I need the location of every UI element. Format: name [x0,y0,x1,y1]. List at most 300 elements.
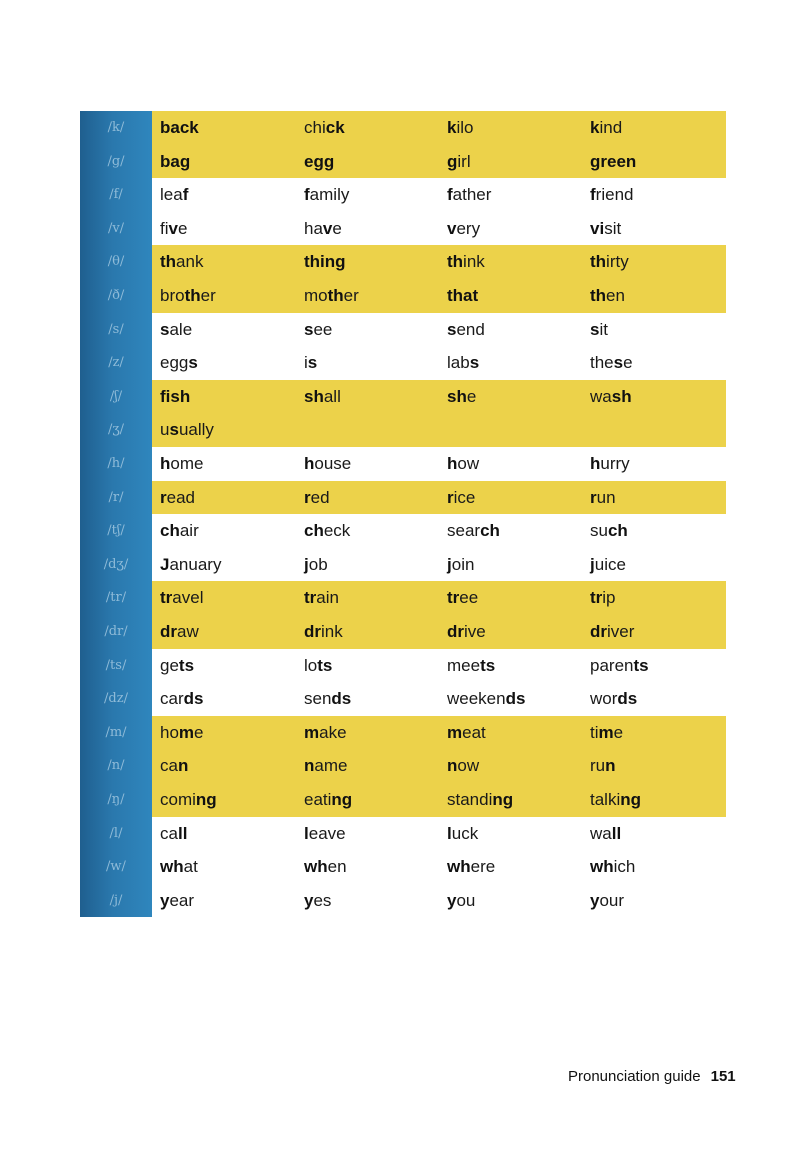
word-highlight: wh [590,857,614,877]
table-row [152,884,726,917]
word-part: ink [321,622,343,641]
example-word [304,649,332,682]
word-part: eat [462,722,486,742]
word-highlight: ch [480,521,500,541]
example-word [447,380,476,413]
word-part: riend [595,185,634,205]
word-part: ti [590,722,599,742]
word-highlight: dr [304,622,321,641]
phoneme-symbol: /f/ [109,187,123,203]
word-part: eati [304,790,332,809]
phoneme-symbol: /g/ [107,153,125,169]
word-highlight: J [160,554,170,574]
word-part: lo [304,655,318,675]
table-row [152,581,726,614]
example-word [590,145,636,178]
word-highlight: l [447,823,452,843]
word-highlight: wh [304,857,328,877]
table-row [152,245,726,278]
phoneme-symbol: /ts/ [105,657,127,673]
example-word [304,313,332,346]
word-part: at [183,857,198,877]
word-highlight: sh [447,386,467,406]
word-highlight: ts [317,655,333,675]
word-part: uck [451,823,479,843]
word-part: i [304,353,308,373]
word-highlight: ng [492,790,514,809]
word-highlight: m [447,722,463,742]
phoneme-symbol: /v/ [107,220,125,236]
word-highlight: ds [183,689,204,709]
word-highlight: th [184,286,201,305]
word-part: u [160,420,170,440]
word-part: fi [160,218,169,238]
example-word [160,145,190,178]
word-highlight: ll [611,823,622,843]
example-word [447,145,471,178]
example-word [160,649,194,682]
word-part: wa [590,386,612,406]
word-part: es [313,890,332,910]
word-highlight: s [590,319,600,339]
word-highlight: ts [480,655,496,675]
word-part: ee [313,319,333,339]
example-word [160,481,195,514]
phoneme-symbol: /k/ [107,120,125,135]
example-word [590,615,634,648]
word-part: ha [304,218,323,238]
word-highlight: r [590,487,597,507]
word-highlight: v [322,218,333,238]
example-word [304,615,343,648]
example-word [447,682,525,715]
word-highlight: y [160,890,170,910]
word-highlight: h [447,454,458,473]
word-part: uice [594,554,626,574]
word-part: e [466,386,477,406]
word-highlight: j [590,554,595,574]
word-part: talki [590,790,621,809]
word-part: ead [166,487,195,507]
example-word [304,884,331,917]
phoneme-symbol: /m/ [105,724,127,740]
table-row [152,212,726,245]
word-highlight: n [447,756,458,776]
word-highlight: ch [304,521,324,541]
example-word [160,581,203,614]
word-highlight: th [590,252,607,272]
table-row [152,447,726,480]
word-part: sit [604,218,622,238]
word-highlight: dr [160,622,177,641]
table-row [152,413,726,446]
example-word [590,548,626,581]
word-highlight: fish [160,386,191,406]
example-word [590,313,608,346]
word-highlight: wh [447,857,471,877]
word-part: er [200,286,216,305]
word-highlight: ch [160,521,180,541]
example-word [590,716,623,749]
example-word [160,111,199,144]
example-word [590,649,649,682]
word-highlight: y [590,890,600,910]
footer-title: Pronunciation guide [568,1068,701,1085]
example-word [447,716,486,749]
example-word [590,178,633,211]
example-word [447,447,479,480]
example-word [160,783,217,816]
word-part: eave [308,823,346,843]
phoneme-symbol: /j/ [109,892,123,908]
example-word [304,481,330,514]
table-row [152,850,726,883]
word-part: ca [160,756,178,776]
example-word [160,413,214,446]
table-row [152,615,726,648]
word-highlight: m [178,722,195,742]
word-highlight: bag [160,151,191,171]
word-highlight: k [590,118,600,137]
example-word [160,850,198,883]
word-part: oin [451,554,475,574]
example-word [304,817,346,850]
word-part: ee [459,588,479,608]
table-row [152,716,726,749]
phoneme-symbol: /dr/ [104,624,128,639]
word-part: aw [177,622,199,641]
word-part: ob [308,554,328,574]
word-highlight: j [447,554,452,574]
word-part: ou [456,890,476,910]
word-part: sen [304,689,332,709]
word-part: ake [319,722,347,742]
phoneme-symbol: /dʒ/ [103,556,129,572]
table-row [152,649,726,682]
example-word [590,817,621,850]
phoneme-symbol: /n/ [107,758,125,774]
example-word [590,749,616,782]
table-row [152,682,726,715]
word-part: chi [304,118,326,137]
word-part: su [590,521,608,541]
word-highlight: tr [304,588,317,608]
example-word [447,884,475,917]
word-highlight: r [304,487,311,507]
word-part: the [590,353,614,373]
word-part: ome [170,454,204,473]
word-highlight: th [447,252,464,272]
example-word [160,178,188,211]
phoneme-symbol: /h/ [107,456,125,471]
word-highlight: h [160,454,171,473]
word-highlight: k [447,118,457,137]
word-highlight: f [304,185,310,205]
table-row [152,346,726,379]
word-part: ow [457,756,480,776]
phoneme-symbol: /r/ [108,489,124,505]
example-word [590,447,630,480]
word-part: ain [316,588,339,608]
word-part: e [332,218,342,238]
phoneme-symbol: /tʃ/ [107,523,125,539]
word-part: paren [590,655,634,675]
example-word [160,245,203,278]
example-word [447,313,485,346]
word-highlight: s [469,353,480,373]
word-part: ice [453,487,476,507]
word-highlight: thing [304,252,346,272]
word-highlight: m [598,722,614,742]
example-word [304,145,334,178]
example-word [304,548,328,581]
example-word [447,279,478,312]
word-highlight: ts [633,655,649,675]
example-word [304,346,317,379]
word-highlight: egg [304,151,335,171]
example-word [304,682,351,715]
word-part: end [456,319,485,339]
word-part: er [343,286,359,305]
example-word [447,212,480,245]
example-word [590,514,628,547]
page-number: 151 [710,1068,736,1085]
word-highlight: vi [590,218,605,238]
word-highlight: sh [611,386,632,406]
table-row [152,145,726,178]
word-part: it [599,319,608,339]
example-word [304,212,342,245]
word-highlight: ch [607,521,628,541]
example-word [160,279,216,312]
word-part: ca [160,823,178,843]
example-word [160,380,190,413]
word-part: ere [470,857,496,877]
example-word [304,783,352,816]
word-part: sear [447,521,481,541]
word-part: air [179,521,199,541]
word-part: e [194,722,204,742]
word-highlight: ll [177,823,188,843]
example-word [160,346,198,379]
example-word [590,279,625,312]
word-part: ather [452,185,492,205]
example-word [160,884,194,917]
example-word [304,380,341,413]
word-part: ouse [314,454,352,473]
example-word [304,749,347,782]
word-highlight: s [169,420,179,440]
word-part: eck [323,521,351,541]
table-row [152,783,726,816]
word-part: mee [447,655,481,675]
word-highlight: ck [325,118,345,137]
example-word [447,514,500,547]
example-word [304,581,339,614]
example-word [447,346,479,379]
example-word [304,514,350,547]
word-part: ge [160,655,179,675]
word-highlight: r [447,487,454,507]
word-highlight: green [590,151,637,171]
example-word [590,245,629,278]
page-footer [568,1068,748,1092]
word-part: our [599,890,625,910]
example-word [160,514,199,547]
word-part: ery [456,218,481,238]
word-part: ame [314,756,348,776]
example-word [590,682,637,715]
word-highlight: g [447,151,458,171]
table-row [152,380,726,413]
example-word [590,581,616,614]
phoneme-symbol: /ŋ/ [107,792,125,807]
table-row [152,548,726,581]
example-word [160,817,187,850]
word-highlight: th [327,286,344,305]
word-part: ich [613,857,636,877]
example-word [160,682,203,715]
word-highlight: sh [304,386,324,406]
example-word [447,548,474,581]
word-highlight: dr [447,622,464,641]
word-highlight: j [304,554,309,574]
word-part: ually [178,420,214,440]
example-word [447,111,473,144]
word-part: ank [176,252,204,272]
phoneme-symbol: /ʒ/ [107,422,125,438]
example-word [160,447,203,480]
word-highlight: s [304,319,314,339]
example-word [590,346,633,379]
word-part: en [606,286,625,305]
word-part: iver [607,622,635,641]
word-highlight: th [160,252,177,272]
word-part: comi [160,790,196,809]
word-highlight: tr [160,588,173,608]
phoneme-symbol: /θ/ [107,254,125,270]
word-highlight: dr [590,622,607,641]
table-row [152,111,726,144]
word-highlight: s [613,353,624,373]
example-word [447,178,491,211]
phoneme-symbol: /l/ [109,825,123,841]
phoneme-symbol: /s/ [108,321,124,337]
word-highlight: n [304,756,315,776]
word-highlight: s [188,353,198,373]
phoneme-symbol: /z/ [108,355,124,371]
word-part: egg [160,353,189,373]
word-highlight: f [447,185,453,205]
phoneme-symbol: /ð/ [107,288,125,303]
word-part: ip [602,588,616,608]
word-part: ale [169,319,193,339]
phoneme-symbol: /ʃ/ [109,388,123,404]
word-part: anuary [169,554,222,574]
word-highlight: l [304,823,309,843]
word-part: ho [160,722,179,742]
word-part: bro [160,286,185,305]
example-word [304,178,349,211]
example-word [590,481,616,514]
word-highlight: f [182,185,189,205]
example-word [447,749,479,782]
word-part: ru [590,756,606,776]
word-highlight: that [447,286,479,305]
table-row [152,749,726,782]
table-row [152,279,726,312]
word-part: standi [447,790,493,809]
word-highlight: tr [590,588,603,608]
word-part: car [160,689,184,709]
word-highlight: s [160,319,170,339]
word-part: en [327,857,347,877]
word-part: e [177,218,188,238]
table-row [152,313,726,346]
word-highlight: ds [331,689,352,709]
word-highlight: h [590,454,601,473]
word-part: ed [310,487,330,507]
example-word [447,850,495,883]
example-word [160,313,192,346]
word-highlight: v [168,218,178,238]
word-highlight: ng [620,790,642,809]
example-word [590,111,622,144]
example-word [447,581,478,614]
example-word [304,447,351,480]
example-word [447,245,485,278]
example-word [160,749,188,782]
word-part: all [323,386,341,406]
word-part: e [623,353,633,373]
table-row [152,481,726,514]
word-highlight: y [304,890,314,910]
example-word [590,783,641,816]
word-highlight: ts [178,655,195,675]
example-word [304,111,345,144]
word-part: lea [160,185,183,205]
word-highlight: ds [505,689,526,709]
word-part: un [596,487,616,507]
table-row [152,514,726,547]
example-word [447,481,475,514]
example-word [447,649,495,682]
word-part: avel [172,588,204,608]
word-part: mo [304,286,328,305]
word-highlight: f [590,185,596,205]
word-highlight: wh [160,857,184,877]
word-highlight: s [447,319,457,339]
word-part: lab [447,353,470,373]
word-highlight: y [447,890,457,910]
example-word [304,279,359,312]
example-word [590,212,621,245]
word-highlight: ng [331,790,353,809]
example-word [590,884,624,917]
word-highlight: m [304,722,320,742]
example-word [304,850,347,883]
phoneme-symbol: /tr/ [105,590,127,606]
word-highlight: back [160,118,199,137]
example-word [304,716,347,749]
word-highlight: n [177,756,189,776]
word-part: urry [600,454,630,473]
word-part: weeken [447,689,506,709]
word-part: irty [606,252,629,272]
example-word [160,212,187,245]
word-highlight: th [590,286,607,305]
word-part: e [613,722,624,742]
